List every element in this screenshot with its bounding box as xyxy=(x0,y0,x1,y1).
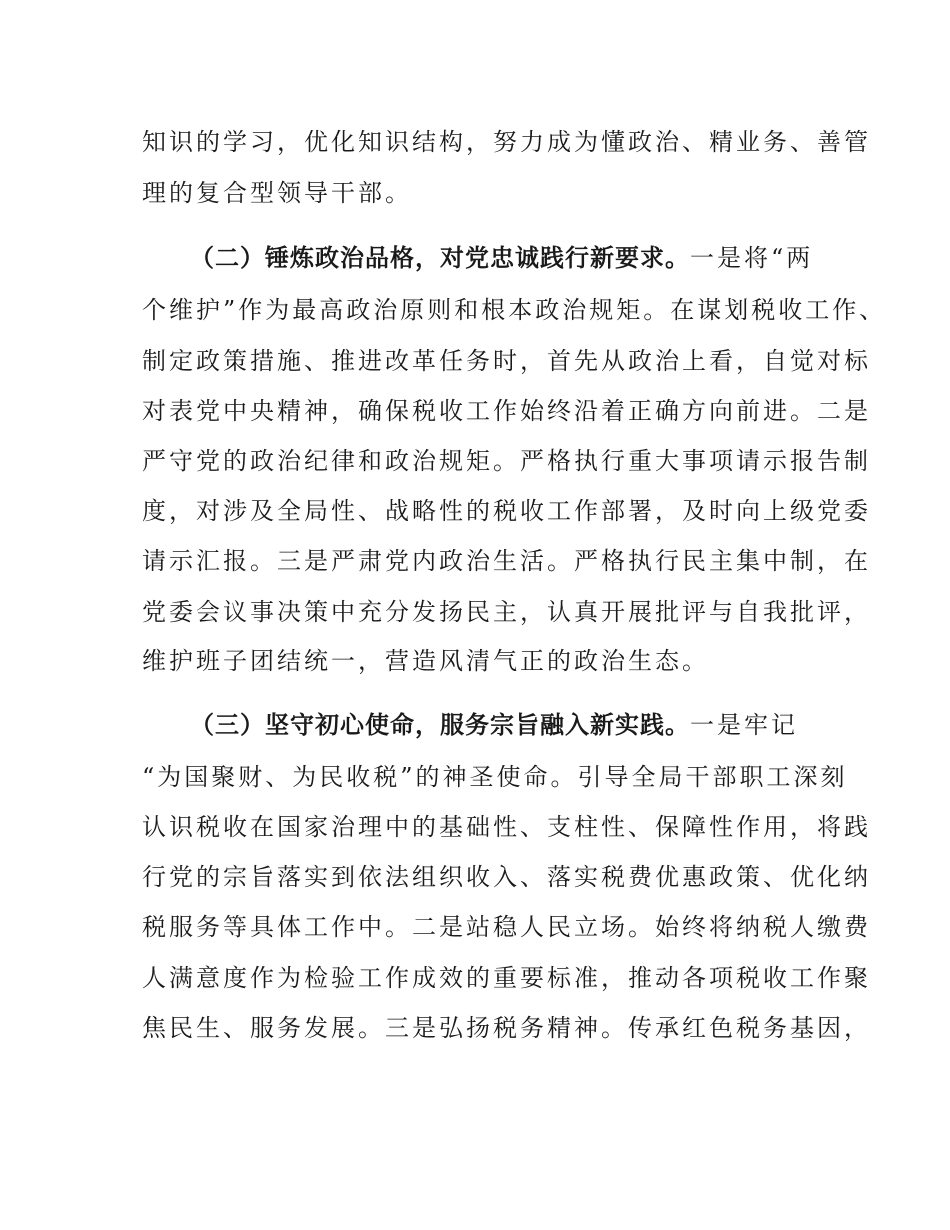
paragraph-line: 制定政策措施、推进改革任务时，首先从政治上看，自觉对标 xyxy=(142,347,871,375)
section-2-first-line xyxy=(190,243,813,273)
paragraph-line: 焦民生、服务发展。三是弘扬税务精神。传承红色税务基因， xyxy=(142,1014,871,1042)
paragraph-line: 税服务等具体工作中。二是站稳人民立场。始终将纳税人缴费 xyxy=(142,913,871,941)
paragraph-line: 度，对涉及全局性、战略性的税收工作部署，及时向上级党委 xyxy=(142,497,871,525)
paragraph-line: 对表党中央精神，确保税收工作始终沿着正确方向前进。二是 xyxy=(142,397,871,425)
paragraph-line: 认识税收在国家治理中的基础性、支柱性、保障性作用，将践 xyxy=(142,813,871,841)
paragraph-line: 请示汇报。三是严肃党内政治生活。严格执行民主集中制，在 xyxy=(142,547,871,575)
section-3-first-line-tail: 一是牢记 xyxy=(690,711,798,739)
section-2-first-line-tail: 一是将“两 xyxy=(690,244,814,272)
paragraph-line: 个维护”作为最高政治原则和根本政治规矩。在谋划税收工作、 xyxy=(142,296,887,324)
paragraph-line: 维护班子团结统一，营造风清气正的政治生态。 xyxy=(142,647,709,675)
paragraph-line: 人满意度作为检验工作成效的重要标准，推动各项税收工作聚 xyxy=(142,964,871,992)
section-3-first-line xyxy=(190,710,798,740)
paragraph-line: 党委会议事决策中充分发扬民主，认真开展批评与自我批评， xyxy=(142,598,871,626)
paragraph-line: 知识的学习，优化知识结构，努力成为懂政治、精业务、善管 xyxy=(142,128,871,156)
paragraph-line: 严守党的政治纪律和政治规矩。严格执行重大事项请示报告制 xyxy=(142,447,871,475)
paragraph-line: “为国聚财、为民收税”的神圣使命。引导全局干部职工深刻 xyxy=(142,763,848,791)
section-2-heading: （二）锤炼政治品格，对党忠诚践行新要求。 xyxy=(190,244,690,272)
paragraph-line: 理的复合型领导干部。 xyxy=(142,179,412,207)
paragraph-line: 行党的宗旨落实到依法组织收入、落实税费优惠政策、优化纳 xyxy=(142,863,871,891)
section-3-heading: （三）坚守初心使命，服务宗旨融入新实践。 xyxy=(190,711,690,739)
